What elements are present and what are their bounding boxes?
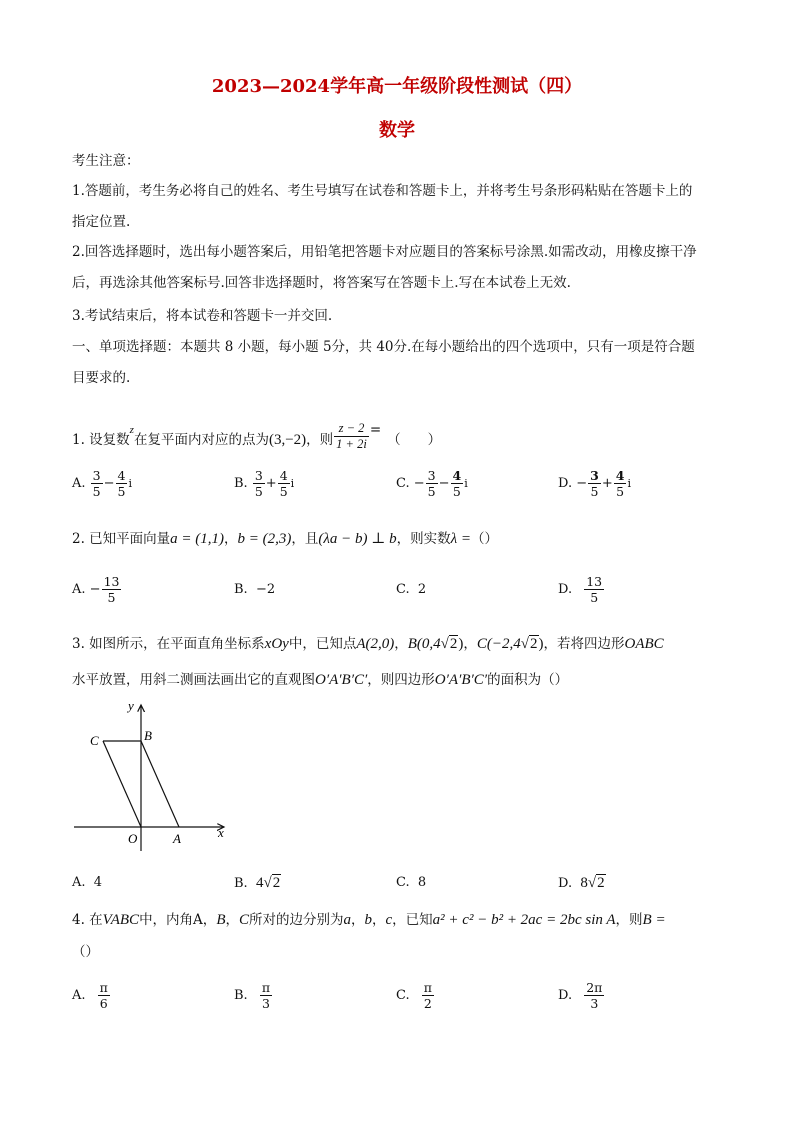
q3-line2-end: 的面积为（） [487, 672, 569, 688]
question-3-line-1: 3. 如图所示，在平面直角坐标系xOy中，已知点A(2,0)，B(0,4√2)，C(−2,4√2)，若将四边形OABC [72, 636, 664, 652]
option-op: + [601, 476, 613, 491]
q3-xoy: xOy [264, 636, 289, 652]
option-unit: i [128, 477, 133, 490]
frac-den: 5 [117, 484, 126, 499]
q4-b: B [216, 912, 226, 928]
option-label: C. [396, 476, 410, 491]
label-a: A [173, 831, 181, 846]
option-coef: 4 [255, 875, 264, 891]
frac-num: 2π [586, 980, 603, 995]
q4-side-a: a [343, 912, 351, 928]
option-radicand: 2 [597, 875, 605, 891]
frac-den: 5 [254, 484, 263, 499]
q2-option-b[interactable] [234, 582, 275, 597]
q1-option-a[interactable] [72, 468, 132, 499]
option-label: A. [72, 988, 86, 1003]
notice-item-1-line-1: 1.答题前，考生务必将自己的姓名、考生号填写在试卷和答题卡上，并将考生号条形码粘贴在答题卡上的 [72, 183, 693, 199]
q1-answer-paren: （ ） [387, 432, 442, 448]
q2-option-d[interactable] [558, 574, 605, 605]
q4-c: C [238, 912, 249, 928]
option-label: D. [558, 876, 573, 891]
q3-figure [60, 695, 240, 855]
option-text: 4 [93, 875, 103, 890]
frac-den: 5 [92, 484, 101, 499]
q1-option-c[interactable] [396, 468, 468, 499]
option-radicand: 2 [272, 875, 281, 891]
q1-prefix: 1. 设复数 [72, 432, 130, 448]
q4-b-eq: B = [642, 912, 666, 928]
q2-cond-pre: ，且 [291, 531, 319, 547]
q4-option-d[interactable] [558, 980, 605, 1011]
segment-ba [141, 741, 179, 827]
notice-item-1-line-2: 指定位置. [72, 214, 131, 230]
q4-t2: ， [225, 912, 239, 928]
option-sign: − [413, 476, 425, 491]
notice-item-2-line-1: 2.回答选择题时，选出每小题答案后，用铅笔把答题卡对应题目的答案标号涂黑.如需改动，用橡皮擦干净 [72, 244, 697, 260]
q4-equation: a² + c² − b² + 2ac = 2bc sin A [432, 912, 616, 928]
section-1-instructions-line-1: 一、单项选择题：本题共 8 小题，每小题 5分，共 40分.在每小题给出的四个选项中，只有一项是符合题 [72, 339, 695, 355]
question-3-line-2 [72, 670, 568, 690]
frac-num: 3 [427, 468, 436, 483]
q3-option-c[interactable] [396, 875, 426, 890]
q1-option-b[interactable] [234, 468, 294, 499]
frac-den: 5 [452, 484, 461, 499]
frac-num: 13 [586, 574, 603, 589]
q3-line2-mid: ，则四边形 [367, 672, 435, 688]
q3-option-d[interactable]: D. 8√2 [558, 875, 605, 891]
frac-den: 5 [279, 484, 288, 499]
frac-num: 4 [615, 468, 625, 483]
option-label: D. [558, 988, 573, 1003]
q3-sep: ， [394, 636, 408, 652]
option-op: − [438, 476, 450, 491]
option-unit: i [290, 477, 295, 490]
q3-point-c-close: ) [538, 636, 544, 652]
q3-line1-mid: 中，已知点 [288, 636, 357, 652]
option-sign: − [576, 476, 588, 491]
frac-den: 3 [261, 996, 270, 1011]
q4-option-b[interactable] [234, 980, 273, 1011]
segment-co [103, 741, 141, 827]
q2-suffix: ，则实数 [396, 531, 451, 547]
frac-den: 6 [99, 996, 108, 1011]
q1-point: (3,−2) [268, 432, 307, 448]
option-label: D. [558, 582, 573, 597]
q3-prime-quad-2: O′A′B′C′ [434, 672, 488, 688]
q3-point-c-radicand: 2 [530, 636, 538, 652]
q2-vector-a: a = (1,1) [170, 531, 225, 547]
q1-mid: 在复平面内对应的点为 [133, 432, 269, 448]
notice-item-2-line-2: 后，再选涂其他答案标号.回答非选择题时，将答案写在答题卡上.写在本试卷上无效. [72, 275, 571, 291]
frac-num: 4 [279, 468, 288, 483]
section-1-instructions-line-2: 目要求的. [72, 370, 131, 386]
frac-num: π [99, 980, 108, 995]
q3-sep: ， [463, 636, 477, 652]
frac-den: 5 [107, 590, 116, 605]
q2-vector-b: b = (2,3) [237, 531, 292, 547]
frac-den: 5 [590, 484, 599, 499]
option-sign: − [89, 582, 101, 597]
frac-num: 3 [254, 468, 263, 483]
q4-option-a[interactable] [72, 980, 111, 1011]
q3-line1-end: ，若将四边形 [543, 636, 625, 652]
option-label: A. [72, 875, 86, 890]
option-text: −2 [255, 582, 276, 597]
q4-t3: 所对的边分别为 [249, 912, 344, 928]
option-text: 2 [417, 582, 427, 597]
label-o: O [128, 831, 138, 846]
q2-lambda: λ = [450, 531, 472, 547]
frac-den: 5 [427, 484, 436, 499]
q2-option-c[interactable] [396, 582, 426, 597]
q2-prefix: 2. 已知平面向量 [72, 531, 171, 547]
option-label: A. [72, 476, 86, 491]
frac-num: π [261, 980, 271, 995]
frac-num: π [423, 980, 432, 995]
frac-num: 4 [117, 468, 126, 483]
option-label: A. [72, 582, 86, 597]
q3-line2-pre: 水平放置，用斜二测画法画出它的直观图 [72, 672, 315, 688]
q4-triangle: VABC [102, 912, 140, 928]
q4-t5: ，则 [615, 912, 643, 928]
q4-side-c: c [385, 912, 393, 928]
q4-t4: ，已知 [392, 912, 433, 928]
q1-var-z: z [129, 424, 134, 436]
option-label: B. [234, 876, 248, 891]
question-2 [72, 529, 498, 549]
q2-answer-paren: （） [471, 531, 499, 547]
label-y: y [128, 698, 134, 713]
q1-then: ，则 [306, 432, 334, 448]
option-text: 8 [417, 875, 427, 890]
q4-t1: 中，内角A， [139, 912, 217, 928]
option-op: − [103, 476, 115, 491]
frac-den: 5 [616, 484, 625, 499]
q3-point-b: B(0,4 [407, 636, 441, 652]
q4-answer-paren: （） [72, 944, 99, 960]
q1-frac-num: z − 2 [334, 421, 369, 437]
subject-title: 数学 [379, 120, 415, 141]
question-1 [72, 420, 441, 452]
q4-option-c[interactable] [396, 980, 435, 1011]
q3-oabc: OABC [624, 636, 664, 652]
q2-condition: (λa − b) ⊥ b [318, 531, 397, 547]
notice-heading: 考生注意： [72, 153, 140, 169]
q3-line1-pre: 3. 如图所示，在平面直角坐标系 [72, 636, 265, 652]
q3-point-a: A(2,0) [356, 636, 395, 652]
option-label: C. [396, 875, 410, 890]
frac-num: 3 [590, 468, 599, 483]
option-label: C. [396, 988, 410, 1003]
q2-option-a[interactable] [72, 574, 122, 605]
option-unit: i [464, 477, 468, 490]
option-coef: 8 [580, 875, 588, 891]
q3-point-b-radicand: 2 [449, 636, 458, 652]
option-label: D. [558, 476, 573, 491]
frac-den: 5 [590, 590, 599, 605]
q3-point-b-close: ) [458, 636, 464, 652]
label-c: C [90, 733, 99, 748]
q1-frac-den: 1 + 2i [336, 437, 367, 451]
q1-eq: = [369, 422, 382, 438]
question-4-line-1: 4. 在VABC中，内角A，B，C所对的边分别为a，b，c，已知a² + c² − b² + 2ac = 2bc sin A，则B = [72, 912, 666, 928]
option-label: B. [234, 582, 248, 597]
frac-num: 13 [103, 574, 120, 589]
q3-option-a[interactable] [72, 875, 102, 890]
q3-option-b[interactable]: B. 4√2 [234, 875, 281, 891]
notice-item-3: 3.考试结束后，将本试卷和答题卡一并交回. [72, 308, 333, 324]
q1-fraction [334, 421, 369, 452]
q3-prime-quad: O′A′B′C′ [315, 672, 368, 688]
frac-den: 3 [590, 996, 599, 1011]
label-x: x [218, 825, 224, 840]
frac-num: 4 [452, 468, 462, 483]
option-label: B. [234, 988, 248, 1003]
q4-pre: 4. 在 [72, 912, 103, 928]
exam-title: 2023—2024学年高一年级阶段性测试（四） [211, 76, 583, 97]
frac-num: 3 [92, 468, 101, 483]
frac-den: 2 [423, 996, 432, 1011]
option-label: C. [396, 582, 410, 597]
q2-comma: ， [224, 531, 238, 547]
q1-option-d[interactable] [558, 468, 631, 499]
option-label: B. [234, 476, 248, 491]
q3-point-c: C(−2,4 [476, 636, 521, 652]
option-unit: i [627, 477, 631, 490]
option-op: + [265, 476, 277, 491]
q4-side-b: b [364, 912, 372, 928]
label-b: B [144, 728, 152, 743]
